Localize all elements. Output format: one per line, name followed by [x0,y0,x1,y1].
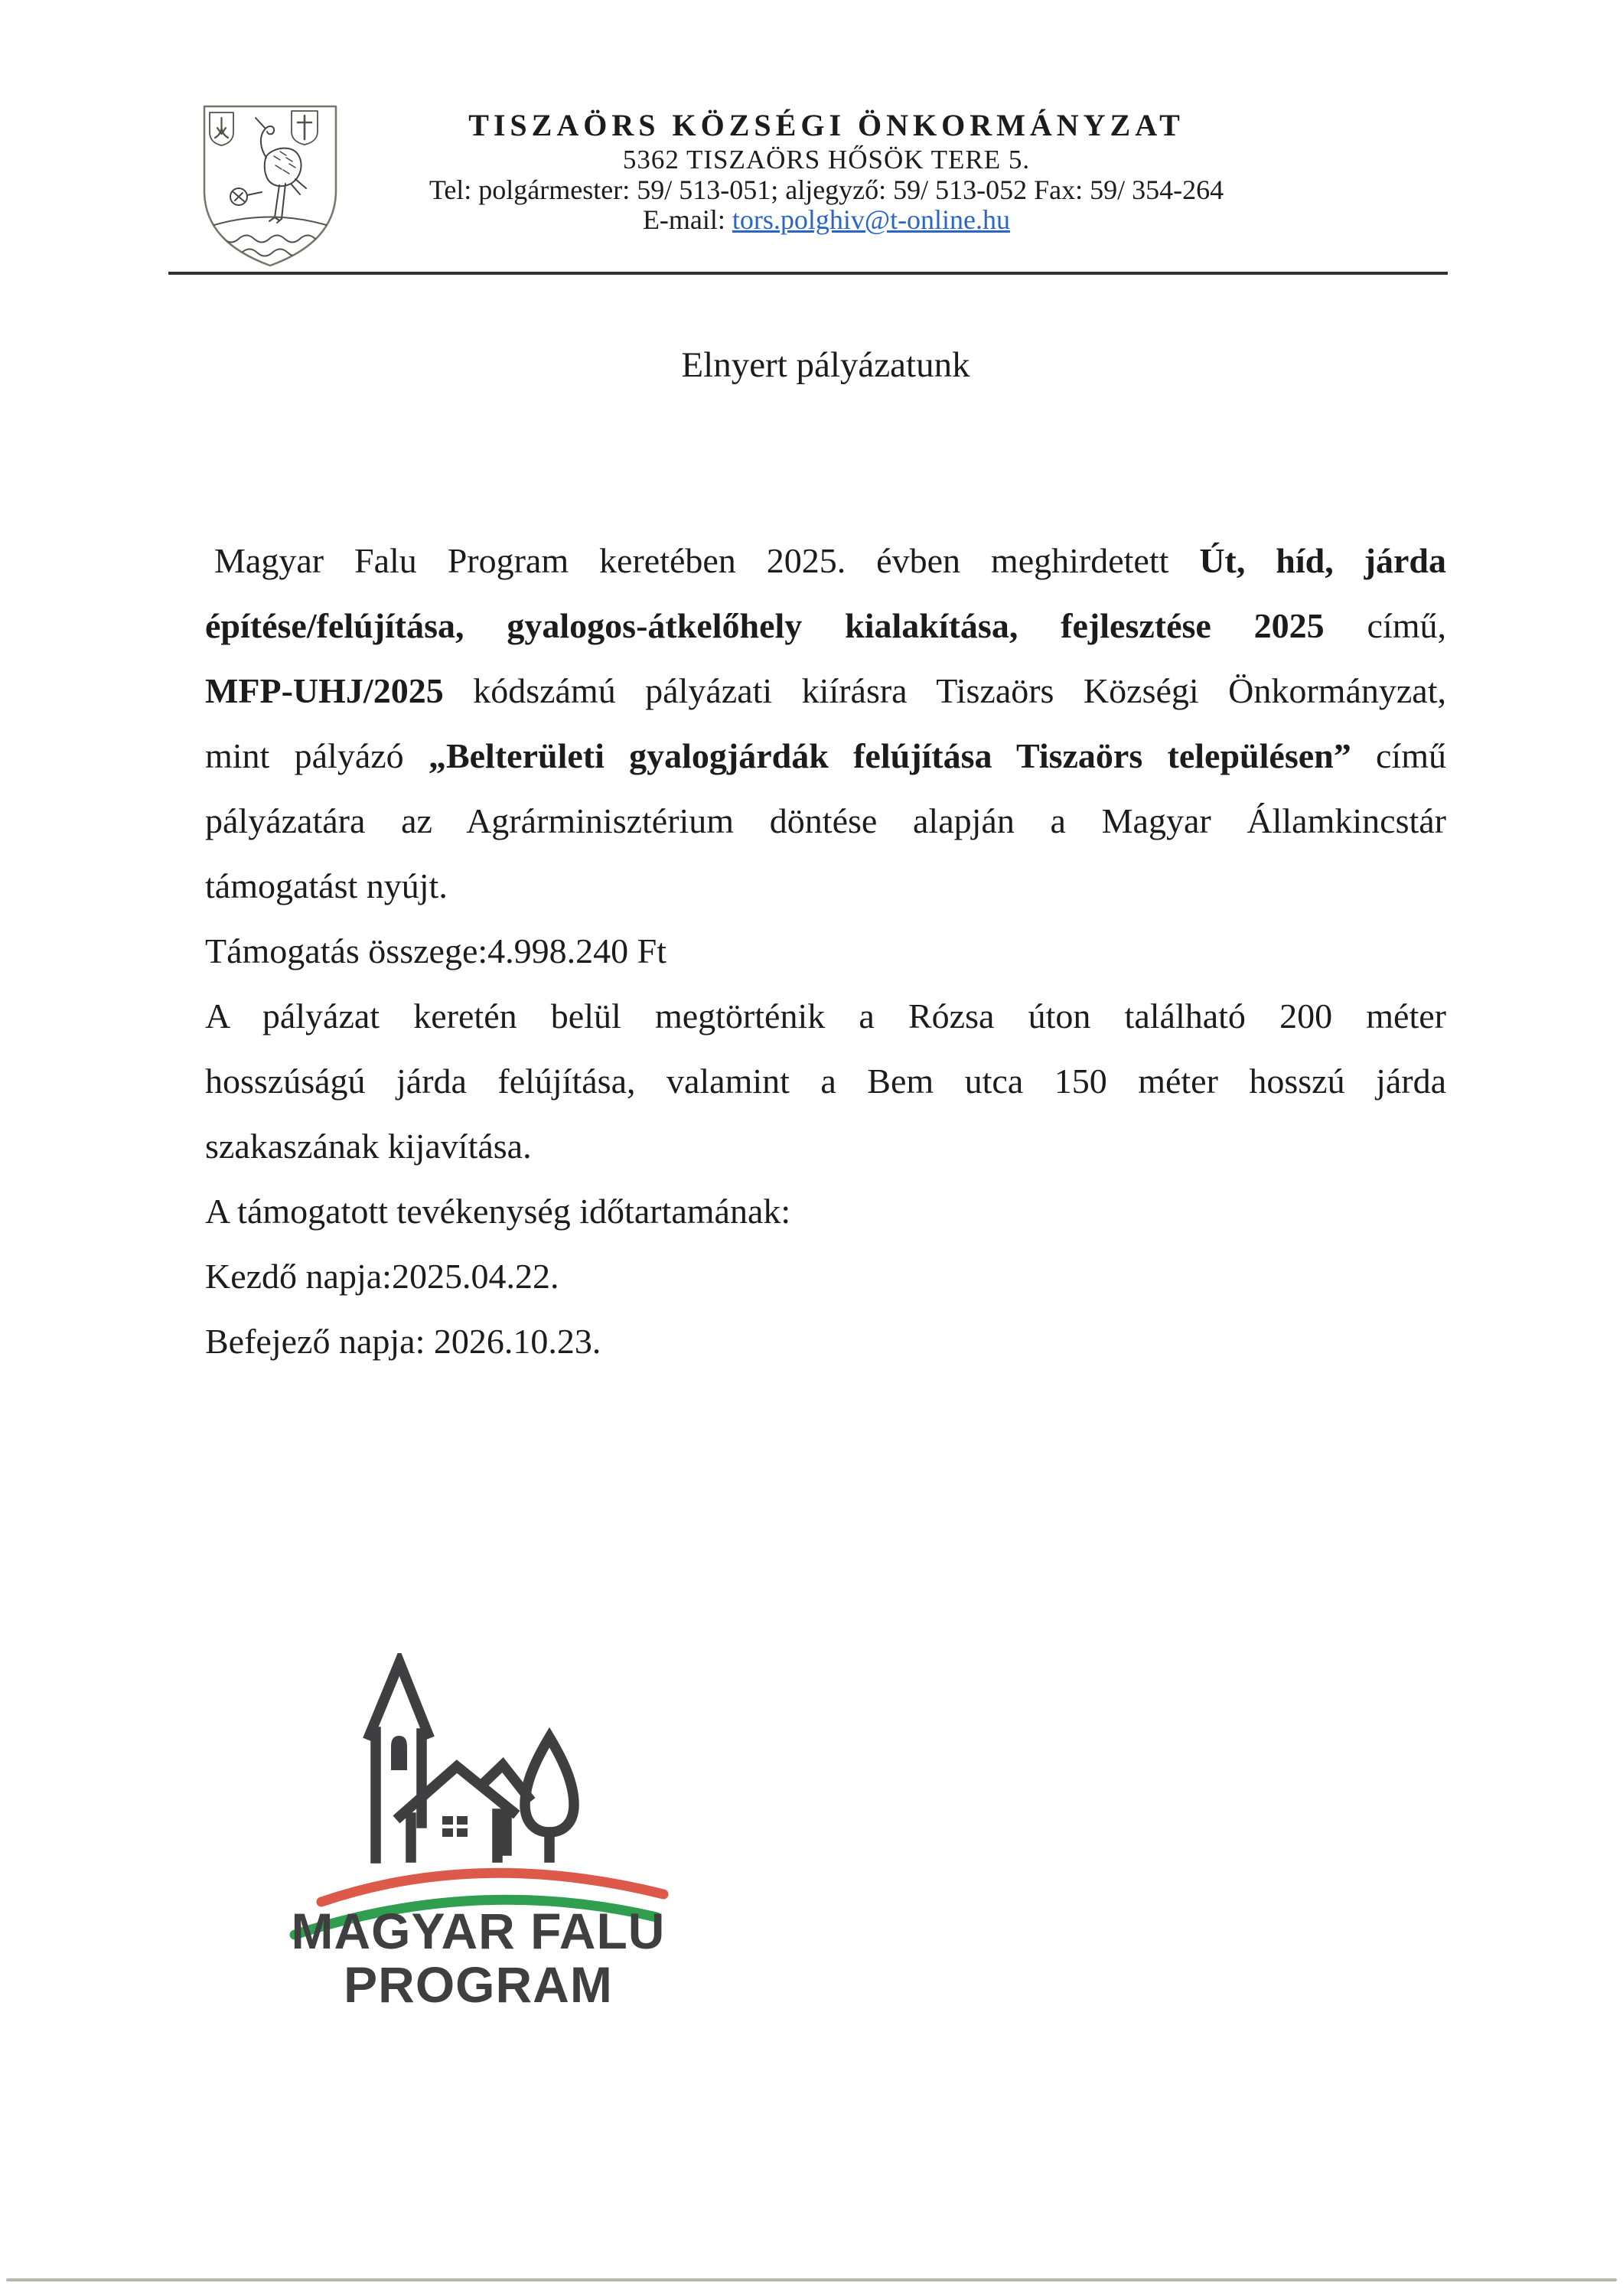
magyar-falu-program-logo [275,1653,681,2020]
document-body [205,528,1446,1374]
tower-window-icon [391,1736,407,1770]
logo-text-line1: MAGYAR FALU [291,1903,666,1959]
body-line: A támogatott tevékenység időtartamának: [205,1192,791,1231]
body-line: Támogatás összege:4.998.240 Ft [205,931,667,970]
body-line: támogatást nyújt. [205,866,448,905]
body-line: Befejező napja: 2026.10.23. [205,1322,601,1361]
body-line: MFP-UHJ/2025 kódszámú pályázati kiírásra Tiszaörs Községi Önkormányzat, [205,671,1446,710]
body-line: pályázatára az Agrárminisztérium döntése alapján a Magyar Államkincstár [205,801,1446,840]
org-email-line [184,204,1469,236]
org-address: 5362 TISZAÖRS HŐSÖK TERE 5. [622,145,1031,174]
org-name: TISZAÖRS KÖZSÉGI ÖNKORMÁNYZAT [468,108,1185,142]
document-title: Elnyert pályázatunk [681,345,970,385]
email-link[interactable]: tors.polghiv@t-online.hu [732,204,1011,235]
logo-text-line2: PROGRAM [344,1956,613,2013]
header-divider [168,272,1448,275]
org-phone-fax: Tel: polgármester: 59/ 513-051; aljegyző: 59/ 513-052 Fax: 59/ 354-264 [429,174,1224,205]
house-window-icon [442,1816,468,1837]
body-line: építése/felújítása, gyalogos-átkelőhely kialakítása, fejlesztése 2025 című, [205,606,1446,645]
body-line: mint pályázó „Belterületi gyalogjárdák felújítása Tiszaörs településen” című [205,736,1446,775]
email-label: E-mail: [642,204,725,235]
body-line: szakaszának kijavítása. [205,1127,532,1166]
body-line: Magyar Falu Program keretében 2025. évben meghirdetett Út, híd, járda [214,541,1446,580]
body-line: hosszúságú járda felújítása, valamint a Bem utca 150 méter hosszú járda [205,1062,1446,1101]
body-line: A pályázat keretén belül megtörténik a Rózsa úton található 200 méter [205,996,1446,1035]
body-line: Kezdő napja:2025.04.22. [205,1257,559,1296]
page-edge-line [6,2278,1617,2281]
